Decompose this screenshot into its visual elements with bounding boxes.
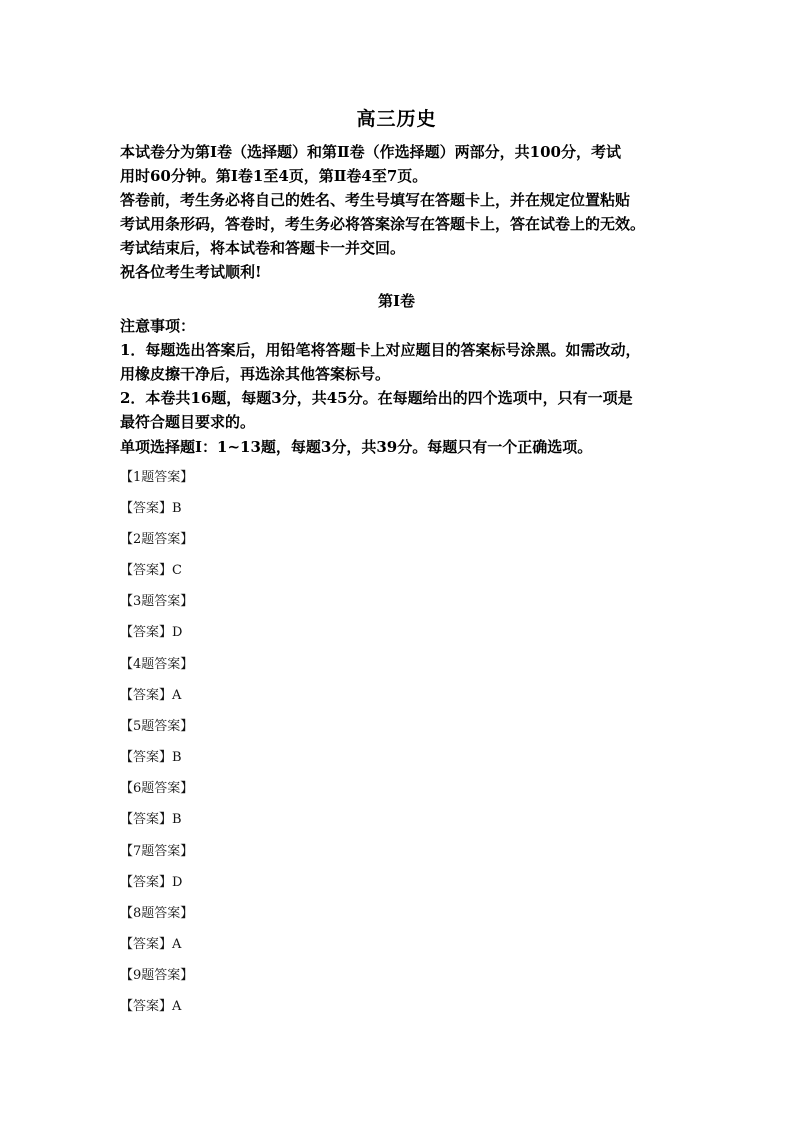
answer-heading: 【3题答案】	[120, 594, 194, 609]
intro-line: 考试结束后，将本试卷和答题卡一并交回。	[120, 239, 406, 257]
notes-heading: 注意事项：	[120, 317, 196, 335]
answer-value: 【答案】B	[120, 501, 182, 516]
answer-heading: 【6题答案】	[120, 781, 194, 796]
note-line: 1．每题选出答案后，用铅笔将答题卡上对应题目的答案标号涂黑。如需改动，	[120, 341, 641, 359]
section-instruction: 单项选择题Ⅰ：1~13题，每题3分，共39分。每题只有一个正确选项。	[120, 438, 593, 456]
answer-heading: 【8题答案】	[120, 906, 194, 921]
answer-value: 【答案】A	[120, 937, 182, 952]
answer-heading: 【1题答案】	[120, 470, 194, 485]
section-title: 第Ⅰ卷	[377, 292, 416, 310]
answer-value: 【答案】D	[120, 875, 183, 890]
answer-value: 【答案】A	[120, 999, 182, 1014]
answer-heading: 【9题答案】	[120, 968, 194, 983]
intro-line: 考试用条形码，答卷时，考生务必将答案涂写在答题卡上，答在试卷上的无效。	[120, 215, 646, 233]
intro-line: 祝各位考生考试顺利!	[120, 263, 262, 281]
note-line: 最符合题目要求的。	[120, 413, 256, 431]
intro-line: 本试卷分为第Ⅰ卷（选择题）和第Ⅱ卷（作选择题）两部分，共100分，考试	[120, 143, 621, 161]
answer-heading: 【4题答案】	[120, 657, 194, 672]
answer-value: 【答案】B	[120, 812, 182, 827]
intro-line: 答卷前，考生务必将自己的姓名、考生号填写在答题卡上，并在规定位置粘贴	[120, 191, 631, 209]
answer-value: 【答案】A	[120, 688, 182, 703]
note-line: 用橡皮擦干净后，再选涂其他答案标号。	[120, 365, 391, 383]
answer-heading: 【5题答案】	[120, 719, 194, 734]
answer-value: 【答案】B	[120, 750, 182, 765]
note-line: 2．本卷共16题，每题3分，共45分。在每题给出的四个选项中，只有一项是	[120, 389, 633, 407]
page-title: 高三历史	[356, 108, 437, 130]
intro-line: 用时60分钟。第Ⅰ卷1至4页，第Ⅱ卷4至7页。	[120, 167, 428, 185]
answer-value: 【答案】C	[120, 563, 182, 578]
answer-heading: 【2题答案】	[120, 532, 194, 547]
answer-value: 【答案】D	[120, 625, 183, 640]
answer-heading: 【7题答案】	[120, 844, 194, 859]
